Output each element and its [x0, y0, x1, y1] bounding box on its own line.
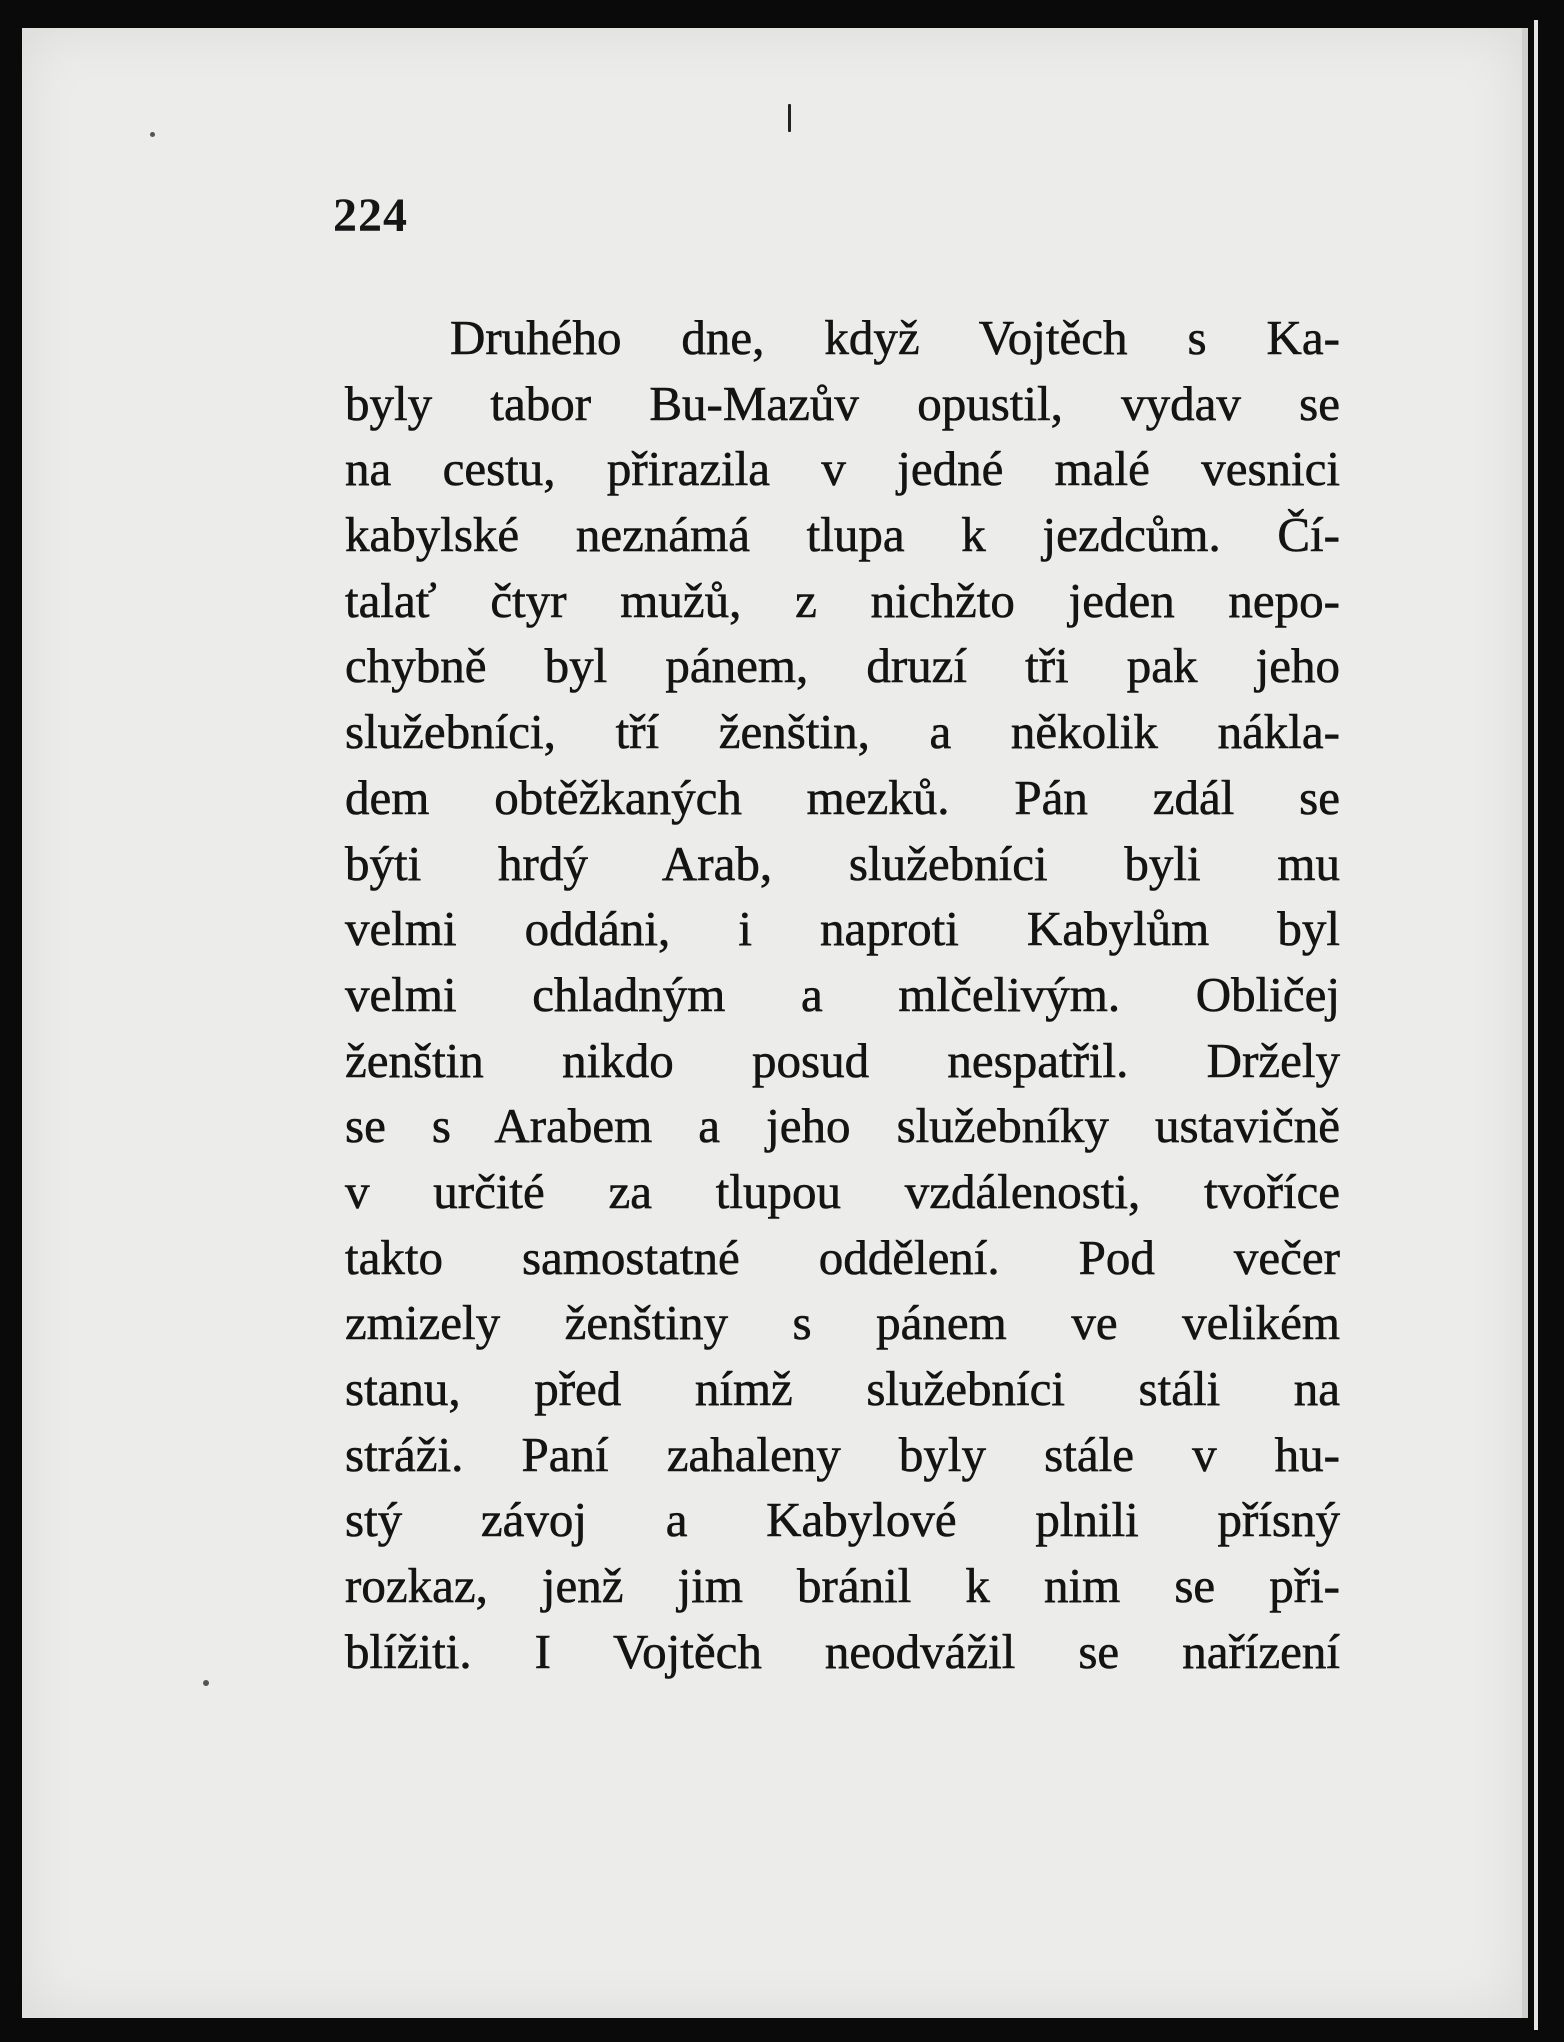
text-line: Druhého dne, když Vojtěch s Ka-	[450, 310, 1340, 365]
scan-speck	[203, 1680, 209, 1686]
text-line: velmi chladným a mlčelivým. Obličej	[345, 966, 1340, 1022]
text-line: na cestu, přirazila v jedné malé vesnici	[345, 441, 1340, 497]
text-line: byly tabor Bu-Mazův opustil, vydav se	[345, 375, 1340, 431]
text-line: chybně byl pánem, druzí tři pak jeho	[345, 638, 1340, 694]
text-line: zmizely ženštiny s pánem ve velikém	[345, 1295, 1340, 1351]
text-line: velmi oddáni, i naproti Kabylům byl	[345, 901, 1340, 957]
text-line: v určité za tlupou vzdálenosti, tvoříce	[345, 1163, 1340, 1219]
page-edge-inner	[1534, 20, 1538, 2030]
text-line: býti hrdý Arab, služebníci byli mu	[345, 835, 1340, 891]
scan-speck	[788, 104, 791, 132]
text-line: kabylské neznámá tlupa k jezdcům. Čí-	[345, 507, 1340, 563]
page-number: 224	[333, 189, 408, 242]
text-line: se s Arabem a jeho služebníky ustavičně	[345, 1098, 1340, 1154]
text-line: talať čtyr mužů, z nichžto jeden nepo-	[345, 572, 1340, 628]
text-line: stráži. Paní zahaleny byly stále v hu-	[345, 1426, 1340, 1482]
text-line: ženštin nikdo posud nespatřil. Držely	[345, 1032, 1340, 1088]
page-edge	[1522, 28, 1528, 2018]
body-text	[345, 305, 1340, 1684]
text-line: blížiti. I Vojtěch neodvážil se nařízení	[345, 1623, 1340, 1679]
text-line: rozkaz, jenž jim bránil k nim se při-	[345, 1558, 1340, 1614]
text-line: služebníci, tří ženštin, a několik nákla-	[345, 704, 1340, 760]
scan-speck	[150, 132, 155, 137]
text-line: takto samostatné oddělení. Pod večer	[345, 1229, 1340, 1285]
text-line: stý závoj a Kabylové plnili přísný	[345, 1492, 1340, 1548]
text-line: stanu, před nímž služebníci stáli na	[345, 1361, 1340, 1416]
text-line: dem obtěžkaných mezků. Pán zdál se	[345, 769, 1340, 825]
